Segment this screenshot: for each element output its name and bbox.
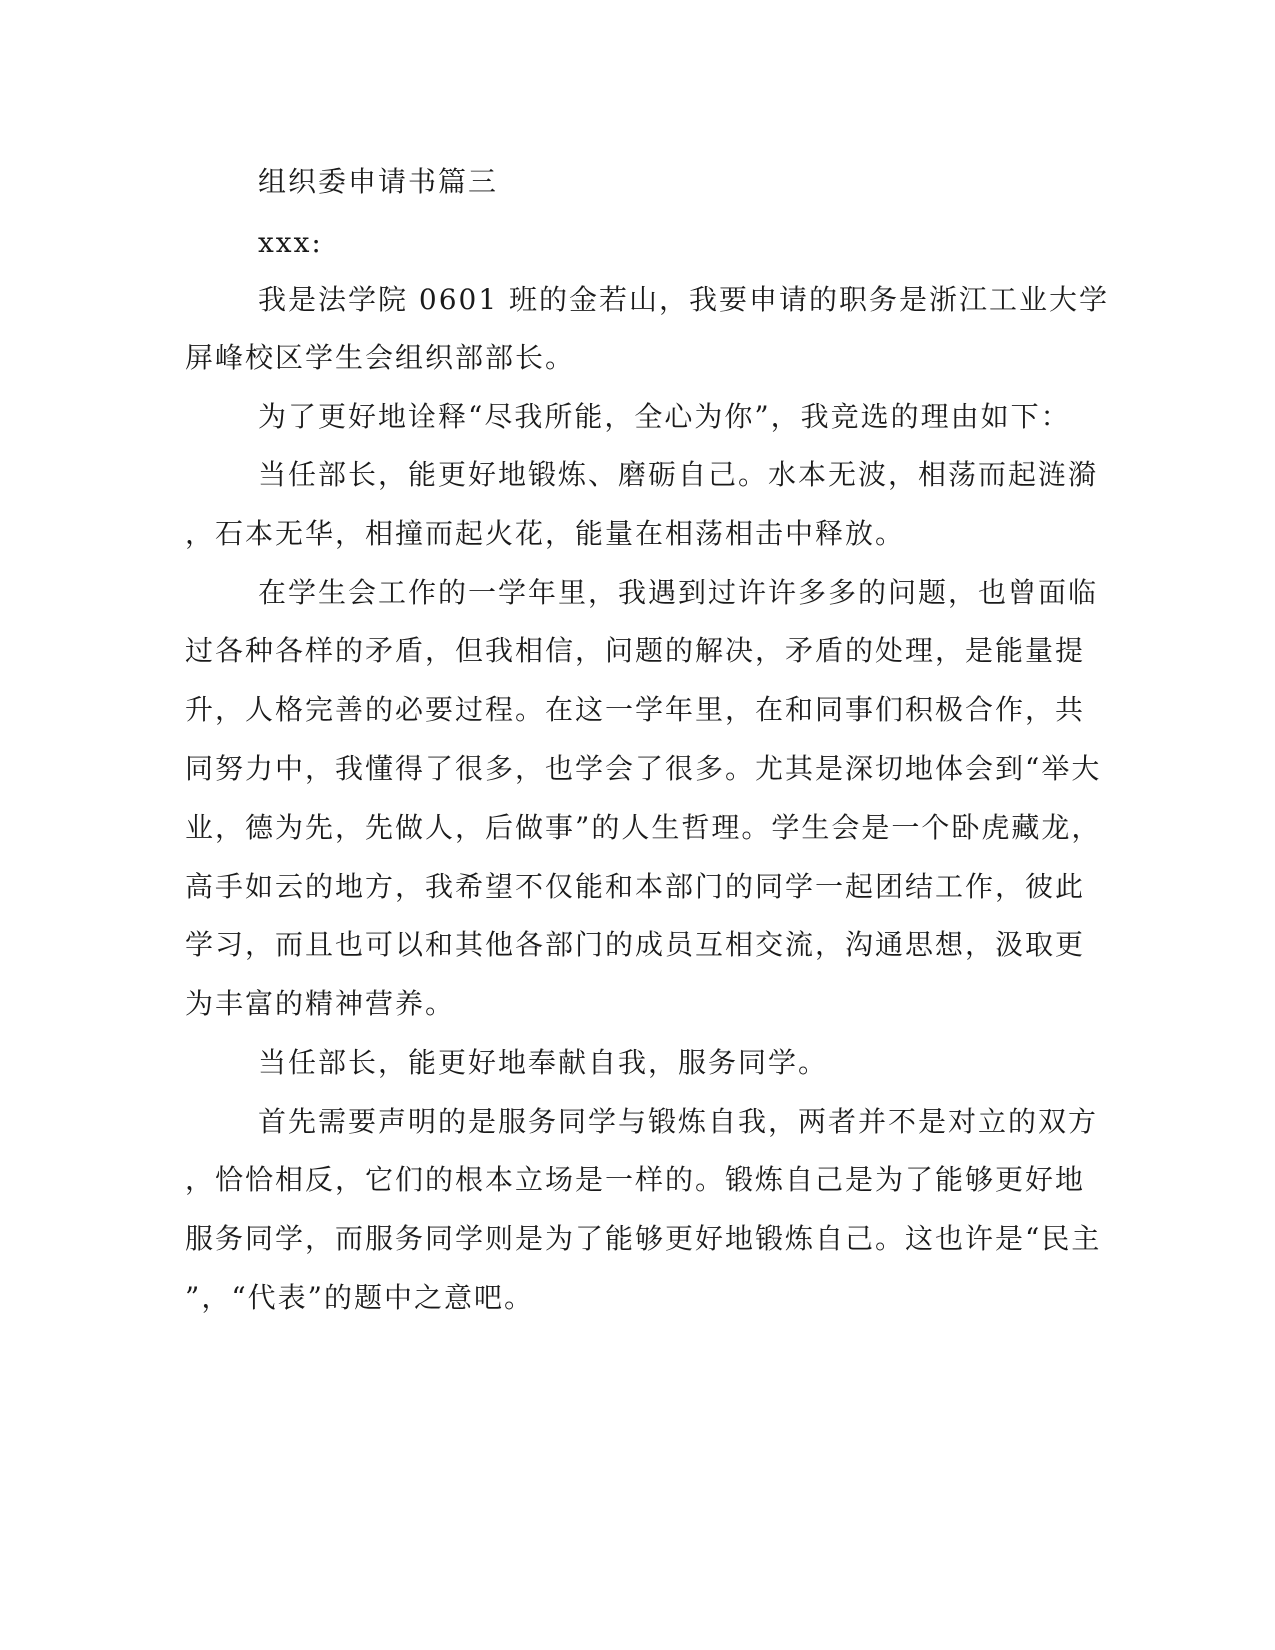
text-line: 为丰富的精神营养。 [185, 987, 456, 1020]
text-line: ”，“代表”的题中之意吧。 [185, 1281, 534, 1314]
text-line: 业，德为先，先做人，后做事”的人生哲理。学生会是一个卧虎藏龙， [185, 811, 1102, 844]
text-line: 高手如云的地方，我希望不仅能和本部门的同学一起团结工作，彼此 [185, 870, 1086, 903]
text-line: 首先需要声明的是服务同学与锻炼自我，两者并不是对立的双方 [258, 1105, 1099, 1138]
text-line: 同努力中，我懂得了很多，也学会了很多。尤其是深切地体会到“举大 [185, 752, 1102, 785]
salutation: xxx: [258, 226, 323, 259]
text-line: 升，人格完善的必要过程。在这一学年里，在和同事们积极合作，共 [185, 693, 1086, 726]
text-line: 当任部长，能更好地锻炼、磨砺自己。水本无波，相荡而起涟漪 [258, 458, 1099, 491]
text-line: 在学生会工作的一学年里，我遇到过许许多多的问题，也曾面临 [258, 576, 1099, 609]
text-line: 当任部长，能更好地奉献自我，服务同学。 [258, 1046, 829, 1079]
text-line: ，石本无华，相撞而起火花，能量在相荡相击中释放。 [185, 517, 906, 550]
text-line: 我是法学院 0601 班的金若山，我要申请的职务是浙江工业大学 [258, 283, 1110, 316]
document-title: 组织委申请书篇三 [258, 165, 499, 198]
text-line: 屏峰校区学生会组织部部长。 [185, 341, 576, 374]
text-line: ，恰恰相反，它们的根本立场是一样的。锻炼自己是为了能够更好地 [185, 1163, 1086, 1196]
text-line: 服务同学，而服务同学则是为了能够更好地锻炼自己。这也许是“民主 [185, 1222, 1102, 1255]
text-line: 学习，而且也可以和其他各部门的成员互相交流，沟通思想，汲取更 [185, 928, 1086, 961]
text-line: 过各种各样的矛盾，但我相信，问题的解决，矛盾的处理，是能量提 [185, 634, 1086, 667]
text-line: 为了更好地诠释“尽我所能，全心为你”，我竞选的理由如下： [258, 400, 1071, 433]
